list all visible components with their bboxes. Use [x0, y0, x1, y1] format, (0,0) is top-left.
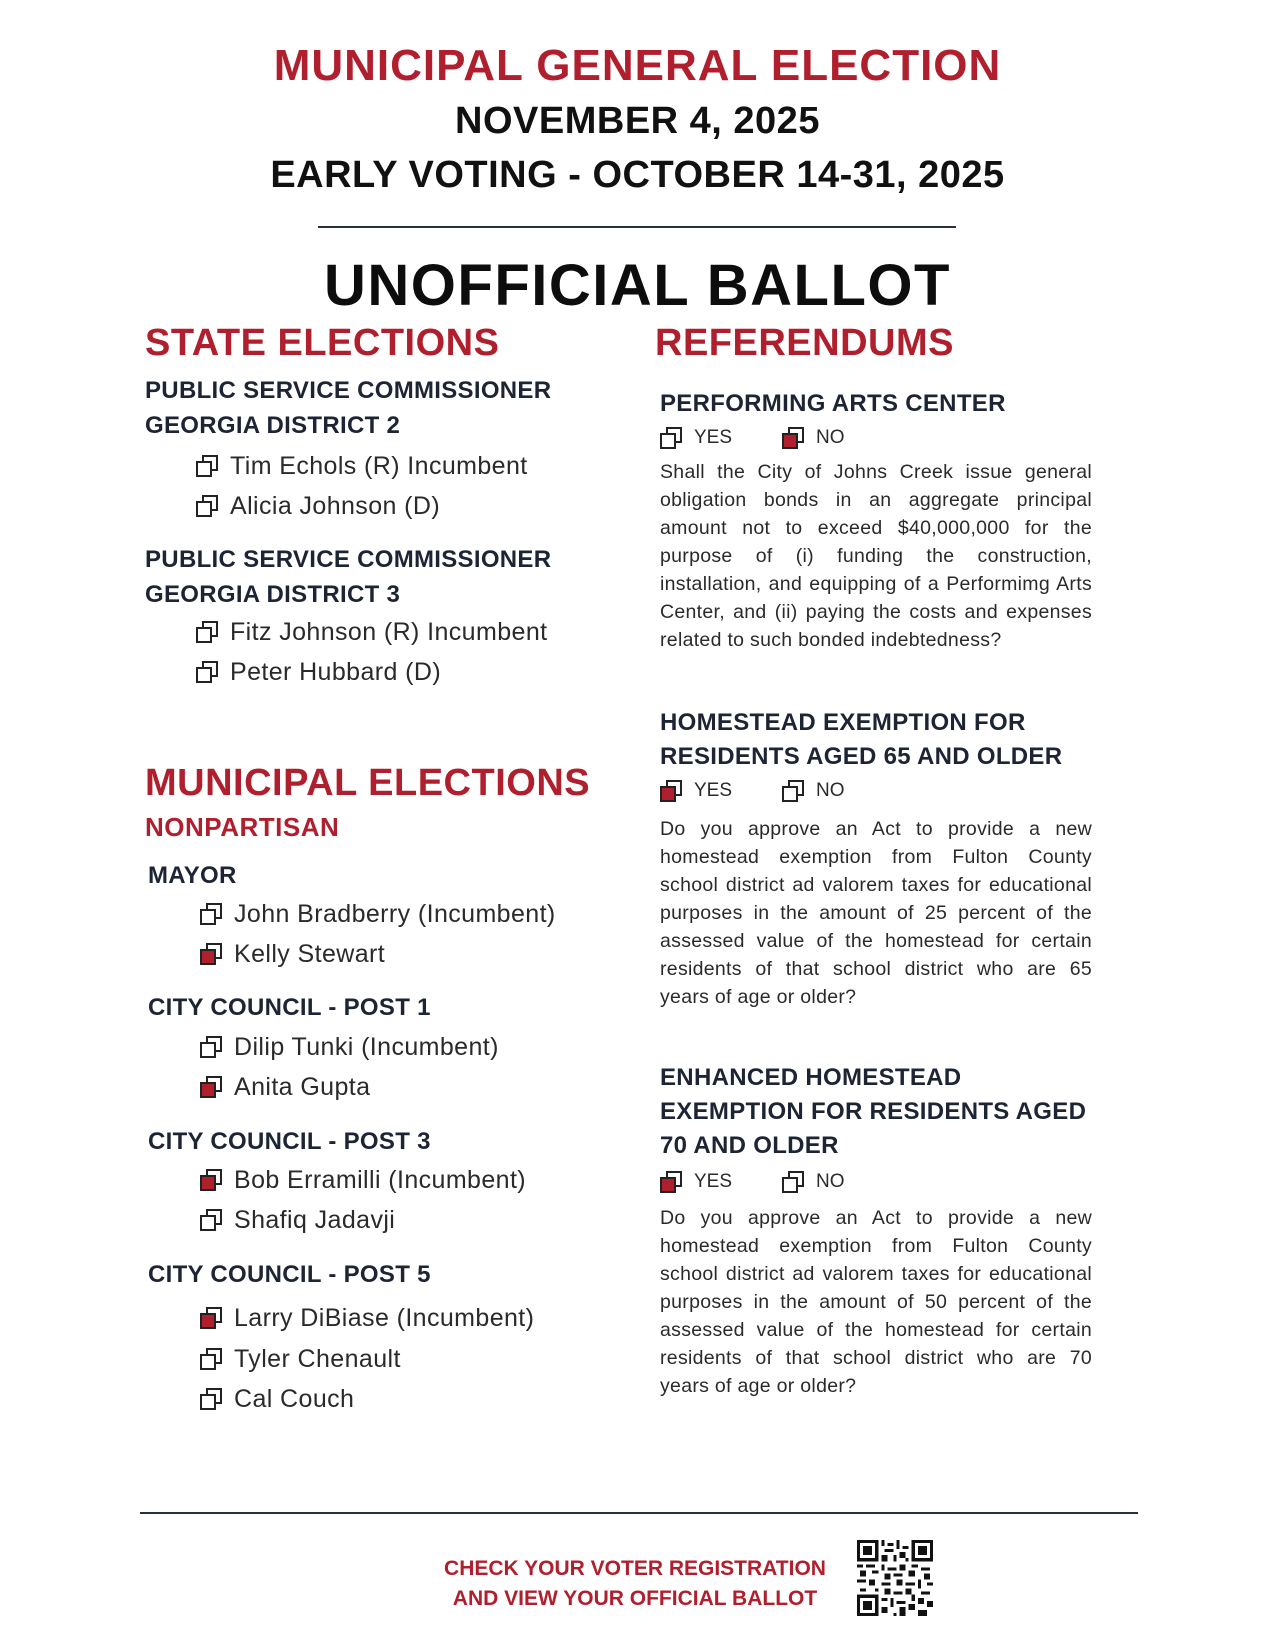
referendums-title: REFERENDUMS	[655, 322, 954, 364]
candidate-option[interactable]	[196, 450, 528, 482]
candidate-option[interactable]	[196, 656, 441, 688]
no-label: NO	[816, 1171, 845, 1192]
race-title-line: PUBLIC SERVICE COMMISSIONER	[145, 546, 552, 573]
ballot-header	[0, 38, 1275, 202]
referendum-options	[660, 777, 904, 805]
candidate-option[interactable]	[196, 490, 440, 522]
checkbox-icon[interactable]	[200, 1348, 222, 1370]
state-elections-title: STATE ELECTIONS	[145, 322, 500, 364]
header-divider	[318, 226, 956, 228]
race-title-line: GEORGIA DISTRICT 2	[145, 412, 401, 439]
candidate-option[interactable]	[196, 616, 547, 648]
candidate-option[interactable]	[200, 1164, 526, 1196]
no-option[interactable]	[782, 427, 904, 449]
checkbox-icon[interactable]	[200, 903, 222, 925]
candidate-name: Anita Gupta	[234, 1072, 371, 1101]
candidate-option[interactable]	[200, 938, 385, 970]
race-title	[145, 373, 551, 443]
checkbox-icon[interactable]	[782, 780, 804, 802]
candidate-option[interactable]	[200, 1071, 370, 1103]
municipal-elections-title: MUNICIPAL ELECTIONS	[145, 762, 591, 804]
checkbox-icon[interactable]	[200, 1388, 222, 1410]
referendum-title	[660, 387, 1006, 421]
race-title: MAYOR	[148, 862, 237, 889]
checkbox-checked-icon[interactable]	[200, 1307, 222, 1329]
race-title-line: PUBLIC SERVICE COMMISSIONER	[145, 377, 552, 404]
voter-registration-link[interactable]	[430, 1554, 840, 1614]
nonpartisan-label: NONPARTISAN	[145, 812, 340, 842]
yes-label: YES	[694, 1171, 733, 1192]
referendum-title-line: 70 AND OLDER	[660, 1132, 839, 1159]
election-title: MUNICIPAL GENERAL ELECTION	[273, 41, 1002, 90]
race-title	[145, 542, 551, 612]
race-title-line: GEORGIA DISTRICT 3	[145, 581, 401, 608]
referendum-title	[660, 706, 1062, 774]
checkbox-checked-icon[interactable]	[200, 1169, 222, 1191]
referendum-title-line: EXEMPTION FOR RESIDENTS AGED	[660, 1098, 1087, 1125]
no-label: NO	[816, 427, 845, 448]
checkbox-checked-icon[interactable]	[200, 1076, 222, 1098]
footer-line: AND VIEW YOUR OFFICIAL BALLOT	[452, 1587, 818, 1610]
referendum-text: Do you approve an Act to provide a new homestead exemption from Fulton County school district ad valorem taxes for educational purposes in the amount of 25 percent of the assessed value of the homestead for certain residents of that school district who are 65 years of age or older?	[660, 818, 1092, 1008]
checkbox-checked-icon[interactable]	[200, 943, 222, 965]
checkbox-checked-icon[interactable]	[660, 1171, 682, 1193]
race-title: CITY COUNCIL - POST 1	[148, 994, 431, 1021]
checkbox-icon[interactable]	[196, 661, 218, 683]
ballot-title: UNOFFICIAL BALLOT	[324, 253, 951, 318]
checkbox-checked-icon[interactable]	[782, 427, 804, 449]
referendum-options	[660, 424, 904, 452]
footer-line: CHECK YOUR VOTER REGISTRATION	[444, 1557, 826, 1580]
yes-option[interactable]	[660, 780, 782, 802]
candidate-option[interactable]	[200, 1383, 354, 1415]
footer-divider	[140, 1512, 1138, 1514]
referendum-title-line: RESIDENTS AGED 65 AND OLDER	[660, 743, 1063, 770]
referendum-text: Shall the City of Johns Creek issue general obligation bonds in an aggregate principal amount not to exceed $40,000,000 for the purpose of (i) funding the construction, installation, and equipping of a Performimg Arts Center, and (ii) paying the costs and expenses related to such bonded indebtedness?	[660, 461, 1092, 651]
candidate-name: Alicia Johnson (D)	[230, 491, 441, 520]
checkbox-icon[interactable]	[200, 1209, 222, 1231]
yes-label: YES	[694, 427, 733, 448]
checkbox-icon[interactable]	[196, 495, 218, 517]
candidate-option[interactable]	[200, 1204, 395, 1236]
yes-label: YES	[694, 780, 733, 801]
early-voting-dates: EARLY VOTING - OCTOBER 14-31, 2025	[270, 154, 1005, 196]
checkbox-icon[interactable]	[200, 1036, 222, 1058]
candidate-name: Cal Couch	[234, 1384, 355, 1413]
checkbox-icon[interactable]	[660, 427, 682, 449]
referendum-title-line: PERFORMING ARTS CENTER	[660, 390, 1006, 417]
referendum-title-line: ENHANCED HOMESTEAD	[660, 1064, 962, 1091]
candidate-name: Tim Echols (R) Incumbent	[230, 451, 528, 480]
no-label: NO	[816, 780, 845, 801]
qr-code-icon[interactable]	[857, 1540, 933, 1616]
checkbox-icon[interactable]	[196, 455, 218, 477]
candidate-name: John Bradberry (Incumbent)	[234, 899, 556, 928]
candidate-name: Fitz Johnson (R) Incumbent	[230, 617, 548, 646]
candidate-option[interactable]	[200, 1302, 534, 1334]
candidate-name: Shafiq Jadavji	[234, 1205, 396, 1234]
candidate-option[interactable]	[200, 1343, 401, 1375]
candidate-name: Dilip Tunki (Incumbent)	[234, 1032, 499, 1061]
yes-option[interactable]	[660, 427, 782, 449]
candidate-name: Peter Hubbard (D)	[230, 657, 442, 686]
race-title: CITY COUNCIL - POST 3	[148, 1128, 431, 1155]
candidate-name: Tyler Chenault	[234, 1344, 401, 1373]
referendum-title-line: HOMESTEAD EXEMPTION FOR	[660, 709, 1026, 736]
race-title: CITY COUNCIL - POST 5	[148, 1261, 431, 1288]
checkbox-icon[interactable]	[782, 1171, 804, 1193]
referendum-text: Do you approve an Act to provide a new homestead exemption from Fulton County school district ad valorem taxes for educational purposes in the amount of 50 percent of the assessed value of the homestead for certain residents of that school district who are 70 years of age or older?	[660, 1207, 1092, 1397]
candidate-name: Kelly Stewart	[234, 939, 386, 968]
candidate-option[interactable]	[200, 1031, 499, 1063]
no-option[interactable]	[782, 1171, 904, 1193]
candidate-name: Bob Erramilli (Incumbent)	[234, 1165, 527, 1194]
referendum-title	[660, 1061, 1086, 1163]
no-option[interactable]	[782, 780, 904, 802]
candidate-name: Larry DiBiase (Incumbent)	[234, 1303, 535, 1332]
election-date: NOVEMBER 4, 2025	[455, 100, 820, 142]
referendum-options	[660, 1168, 904, 1196]
checkbox-checked-icon[interactable]	[660, 780, 682, 802]
candidate-option[interactable]	[200, 898, 556, 930]
yes-option[interactable]	[660, 1171, 782, 1193]
checkbox-icon[interactable]	[196, 621, 218, 643]
